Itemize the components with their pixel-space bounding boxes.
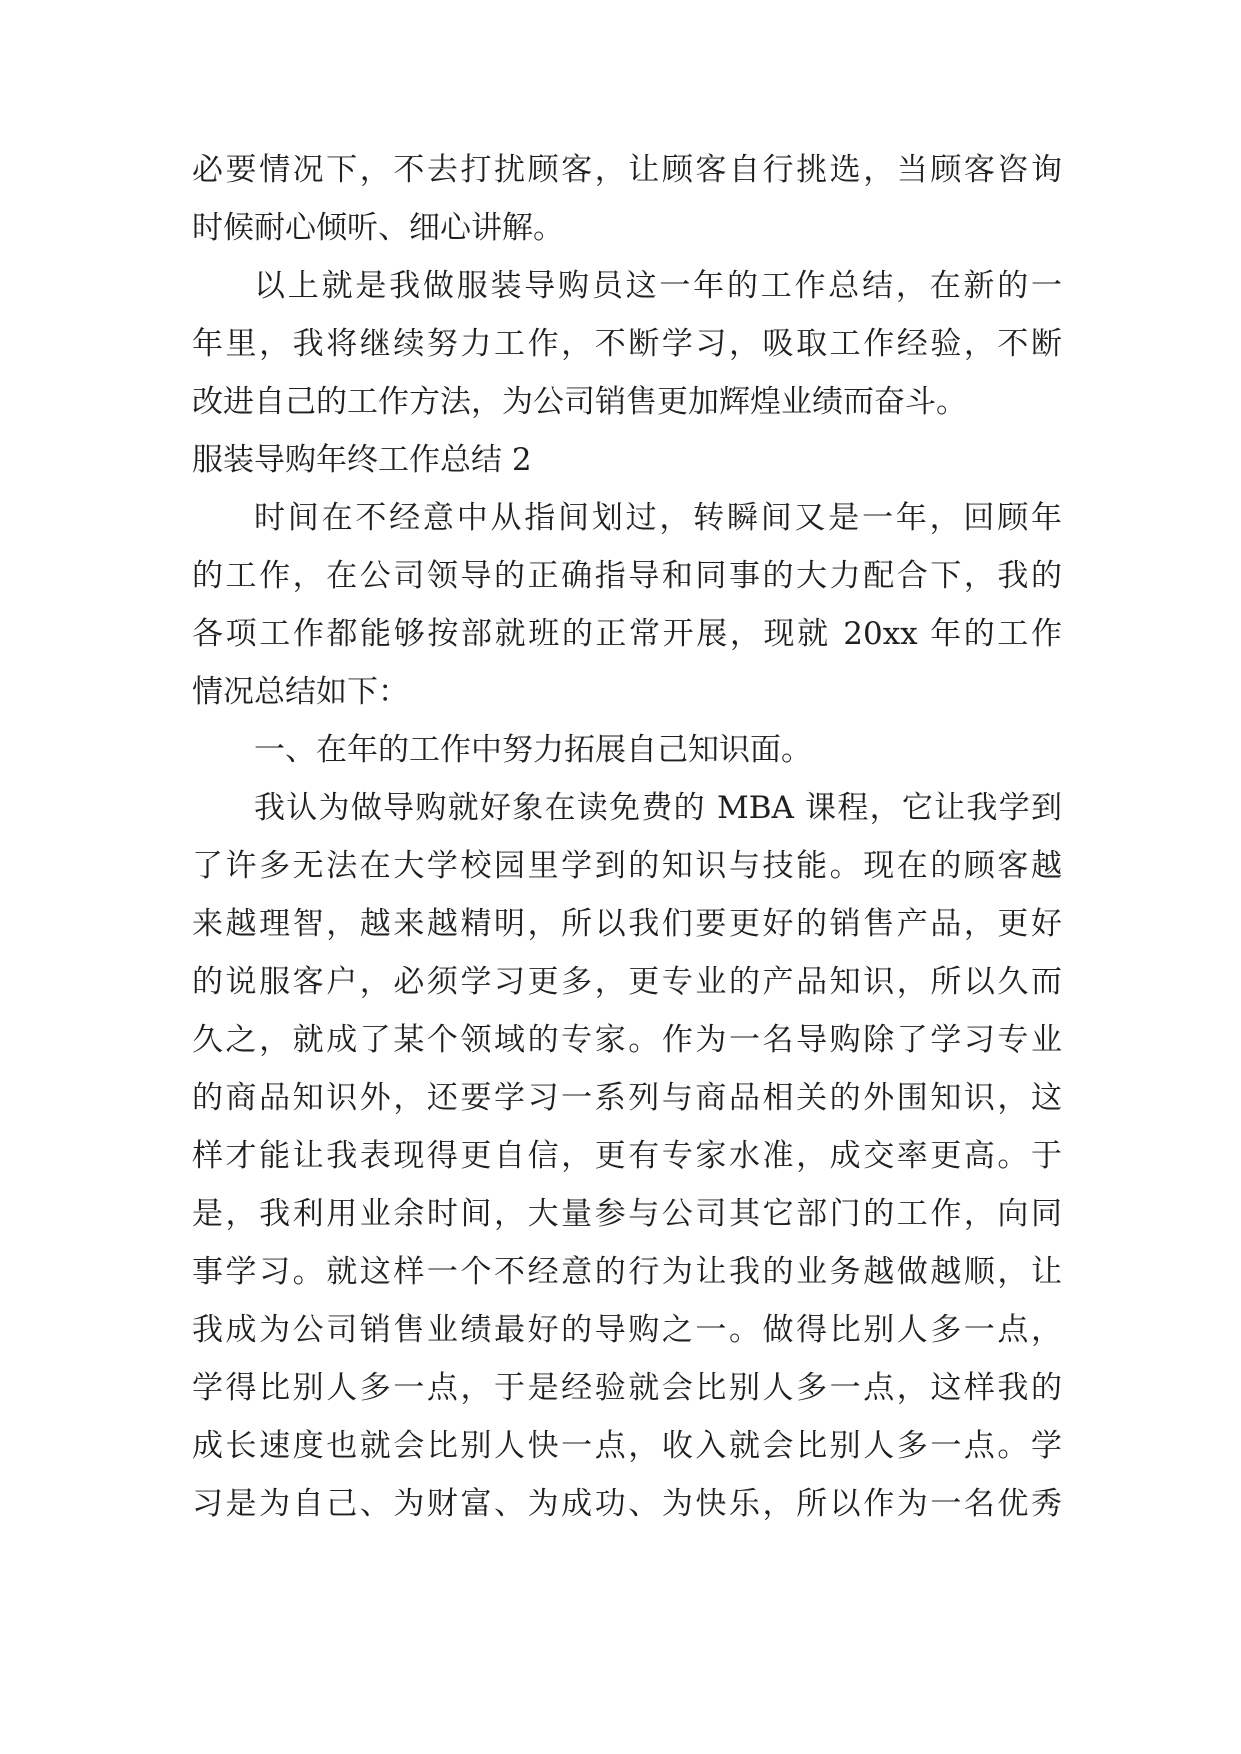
text-line: 学得比别人多一点，于是经验就会比别人多一点，这样我的 (192, 1370, 1062, 1406)
text-line: 各项工作都能够按部就班的正常开展，现就 20xx 年的工作 (192, 616, 1062, 652)
text-line: 是，我利用业余时间，大量参与公司其它部门的工作，向同 (192, 1196, 1062, 1232)
subheading-line: 一、在年的工作中努力拓展自己知识面。 (254, 732, 812, 768)
text-line: 的工作，在公司领导的正确指导和同事的大力配合下，我的 (192, 558, 1062, 594)
text-line: 事学习。就这样一个不经意的行为让我的业务越做越顺，让 (192, 1254, 1062, 1290)
text-line: 年里，我将继续努力工作，不断学习，吸取工作经验，不断 (192, 326, 1062, 362)
text-line: 情况总结如下： (192, 674, 409, 710)
section-heading: 服装导购年终工作总结 2 (192, 442, 532, 478)
text-line: 的说服客户，必须学习更多，更专业的产品知识，所以久而 (192, 964, 1062, 1000)
text-line: 时候耐心倾听、细心讲解。 (192, 210, 564, 246)
text-line: 成长速度也就会比别人快一点，收入就会比别人多一点。学 (192, 1428, 1062, 1464)
text-line: 习是为自己、为财富、为成功、为快乐，所以作为一名优秀 (192, 1486, 1062, 1522)
paragraph-first-line: 时间在不经意中从指间划过，转瞬间又是一年，回顾年 (254, 500, 1062, 536)
text-line: 了许多无法在大学校园里学到的知识与技能。现在的顾客越 (192, 848, 1062, 884)
text-line: 久之，就成了某个领域的专家。作为一名导购除了学习专业 (192, 1022, 1062, 1058)
text-line: 样才能让我表现得更自信，更有专家水准，成交率更高。于 (192, 1138, 1062, 1174)
text-line: 来越理智，越来越精明，所以我们要更好的销售产品，更好 (192, 906, 1062, 942)
text-line: 改进自己的工作方法，为公司销售更加辉煌业绩而奋斗。 (192, 384, 967, 420)
text-line: 必要情况下，不去打扰顾客，让顾客自行挑选，当顾客咨询 (192, 152, 1062, 188)
paragraph-first-line: 我认为做导购就好象在读免费的 MBA 课程，它让我学到 (254, 790, 1062, 826)
text-line: 的商品知识外，还要学习一系列与商品相关的外围知识，这 (192, 1080, 1062, 1116)
text-line: 我成为公司销售业绩最好的导购之一。做得比别人多一点， (192, 1312, 1062, 1348)
paragraph-first-line: 以上就是我做服装导购员这一年的工作总结，在新的一 (254, 268, 1062, 304)
